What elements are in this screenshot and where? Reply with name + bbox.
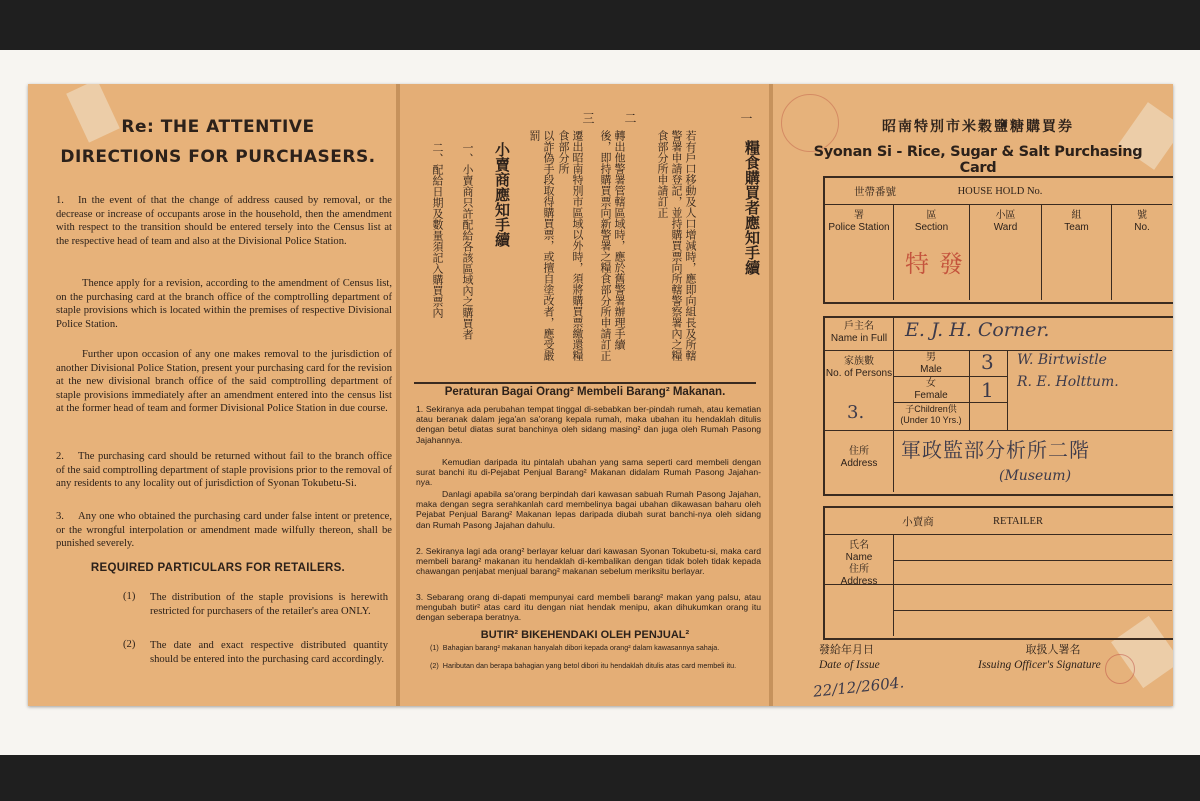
number-one: 一 — [739, 112, 753, 124]
issuing-officer-label-en: Issuing Officer's Signature — [978, 659, 1101, 671]
right-panel-purchasing-card — [773, 84, 1173, 706]
date-of-issue-value: 22/12/2604. — [812, 673, 905, 701]
direction-item-1b: Thence apply for a revision, according to the amendment of Census list, on the purchasing card at the branch office of the comptrolling department of staple provisions which is located within the premises of respective Divisional Police Station. — [56, 278, 392, 330]
middle-panel-chinese-malay — [400, 84, 770, 706]
divider — [825, 204, 1172, 205]
ward-header: 小區 Ward — [993, 210, 1018, 233]
extra-occupant-2: R. E. Holttum. — [1017, 374, 1119, 390]
divider — [825, 430, 1172, 431]
retailer-rule-1-number: (1) — [123, 591, 136, 602]
number-three: 三 — [581, 112, 595, 124]
purchasing-card — [28, 84, 1173, 706]
direction-item-3: 3. Any one who obtained the purchasing card under false intent or pretence, or the wrongful interpolation or amendment made wilfully thereon, shall be punished severely. — [56, 511, 392, 550]
malay-rule-1b: Kemudian daripada itu pintalah ubahan yang sama seperti card membeli dengan surat banchi itu di-Pejabat Penjual Barang² Makanan didalam Rumah Pasong Jajahan-nya. — [416, 457, 761, 488]
retailer-name-label: 氏名 Name — [845, 540, 873, 563]
female-value: 1 — [981, 378, 994, 402]
household-label-en: HOUSE HOLD No. — [957, 186, 1043, 197]
divider — [1007, 350, 1008, 430]
malay-rule-1c: Danlagi apabila sa'orang berpindah dari kawasan sabuah Rumah Pasong Jajahan, maka dengan segra serahkanlah card membelinya bagai ubahan dikawasan baharu oleh Pejabat Penjual Barang² Makanan lepas daripada diubah surat banchi-nya oleh sidang dan Rumah Pasong Jajahan dahulu. — [416, 489, 761, 530]
direction-item-1: 1. In the event of that the change of address caused by removal, or the decrease or increase of occupants arose in the household, then the amendment with respect to the transition should be entered tersely into the Census list at the respective head of team and also at the Divisional Police Station. — [56, 195, 392, 247]
divider — [969, 350, 970, 430]
divider — [893, 610, 1172, 611]
butir-heading: BUTIR² BIKEHENDAKI OLEH PENJUAL² — [480, 629, 690, 641]
police-station-header: 署 Police Station — [828, 210, 890, 233]
malay-rule-1: 1. Sekiranya ada perubahan tempat tinggal di-sebabkan ber-pindah rumah, atau kematian atau beranak dalam jega'an sa'orang kepala rumah, maka ubahan itu hendaklah ditulis dengan betul diatas surat banchinya oleh sidang masing² dan juga oleh Rumah Pasong Jajahannya. — [416, 404, 761, 445]
name-label: 戶主名 Name in Full — [830, 321, 888, 344]
name-value: E. J. H. Corner. — [905, 319, 1050, 341]
retailers-heading: REQUIRED PARTICULARS FOR RETAILERS. — [90, 562, 346, 574]
chinese-rule-3: 遷出昭南特別市區域以外時，須將購買票繳還糧食部分所 — [557, 130, 584, 361]
butir-2: (2) Haributan dan berapa bahagian yang betol dibori itu hendaklah ditulis atas card membeli itu. — [430, 661, 737, 670]
address-note: (Museum) — [999, 468, 1072, 484]
male-value: 3 — [981, 350, 994, 374]
divider — [893, 534, 894, 636]
chinese-retailer-rule-2: 二、配給日期及數量須記入購買票內 — [431, 142, 444, 318]
number-two: 二 — [623, 112, 637, 124]
malay-heading: Peraturan Bagai Orang² Membeli Barang² Makanan. — [444, 386, 726, 398]
chinese-card-title: 昭南特別市米穀鹽糖購買券 — [882, 119, 1074, 135]
left-panel-english-directions — [28, 84, 396, 706]
number-header: 號 No. — [1134, 210, 1150, 233]
household-label-cn: 世帶番號 — [854, 186, 896, 198]
persons-label: 家族數 No. of Persons — [825, 356, 893, 379]
divider — [825, 350, 1172, 351]
divider — [893, 376, 1007, 377]
retailer-address-label: 住所 Address — [840, 564, 878, 587]
malay-rule-3: 3. Sebarang orang di-dapati mempunyai card membeli barang² makan yang palsu, atau mengubah butir² atas card itu dengan niat hendak menipu, akan dihukumkan orang itu dengan seberapa beratnya. — [416, 592, 761, 623]
address-value: 軍政監部分析所二階 — [901, 438, 1090, 462]
section-header: 區 Section — [914, 210, 949, 233]
retailer-procedures-heading: 小賣商應知手續 — [493, 142, 511, 247]
female-label: 女 Female — [914, 378, 948, 401]
date-of-issue-label-cn: 發給年月日 — [819, 644, 874, 656]
divider — [414, 382, 756, 384]
retailer-rule-1: The distribution of the staple provisions is herewith restricted for purchasers of the retailer's area ONLY. — [150, 592, 388, 617]
retailer-label-cn: 小賣商 — [902, 516, 934, 528]
date-of-issue-label-en: Date of Issue — [819, 659, 880, 671]
extra-occupant-1: W. Birtwistle — [1017, 352, 1107, 368]
english-card-title: Syonan Si - Rice, Sugar & Salt Purchasing Card — [813, 144, 1143, 176]
divider — [893, 560, 1172, 561]
retailer-rule-2-number: (2) — [123, 639, 136, 650]
address-label: 住所 Address — [840, 446, 878, 469]
issuing-officer-label-cn: 取扱人署名 — [1025, 644, 1081, 656]
retailer-label-en: RETAILER — [993, 516, 1043, 527]
chinese-retailer-rule-1: 一、小賣商只許配給各該區域內之購買者 — [461, 142, 474, 340]
butir-1: (1) Bahagian barang² makanan hanyalah dibori kepada orang² dalam kawasannya sahaja. — [430, 643, 720, 652]
chinese-rule-4: 以詐偽手段取得購買票，或擅自塗改者，應受嚴罰 — [528, 130, 555, 361]
purchaser-procedures-heading: 糧食購買者應知手續 — [743, 140, 761, 275]
directions-title: Re: THE ATTENTIVE DIRECTIONS FOR PURCHASERS. — [60, 117, 376, 167]
officer-seal — [1105, 654, 1135, 684]
retailer-rule-2: The date and exact respective distributed quantity should be entered into the purchasing card accordingly. — [150, 640, 388, 665]
male-label: 男 Male — [920, 352, 942, 375]
chinese-rule-2: 轉出他警署管轄區域時，應於舊警署辦理手續後，即持購買票向新警署之糧食部分所申請訂正 — [599, 130, 626, 361]
direction-item-1c: Further upon occasion of any one makes removal to the jurisdiction of another Divisional Police Station, present your purchasing card for the revision at the new divisional branch office of the said comptrolling department of staple provisions immediately after an amendment entered into the census list at the former head of team and former Divisional Police Station in due course. — [56, 349, 392, 415]
divider — [825, 534, 1172, 535]
divider — [893, 402, 1007, 403]
chinese-rule-1: 若有戶口移動及人口增減時，應即向組長及所轄警署申請登記，並持購買票向所轄警察署內之糧食部分所申請訂正 — [656, 130, 697, 361]
team-header: 組 Team — [1064, 210, 1089, 233]
malay-rule-2: 2. Sekiranya lagi ada orang² berlayar keluar dari kawasan Syonan Tokubetu-si, maka card membeli barang² makanan itu hendaklah di-kembalikan dengan tidak boleh tidak kepada chawangan penjabat menjual barang² makanan sebelum meriksitu berlayar. — [416, 546, 761, 577]
children-label: 子Children供 (Under 10 Yrs.) — [900, 404, 962, 425]
direction-item-2: 2. The purchasing card should be returned without fail to the branch office of the said comptrolling department of staple provisions prior to the removal of any residents to any locality out of jurisdiction of Syonan Tokubetu-Si. — [56, 451, 392, 490]
special-issue-mark: 特發 — [905, 250, 973, 278]
persons-value: 3. — [847, 402, 865, 423]
